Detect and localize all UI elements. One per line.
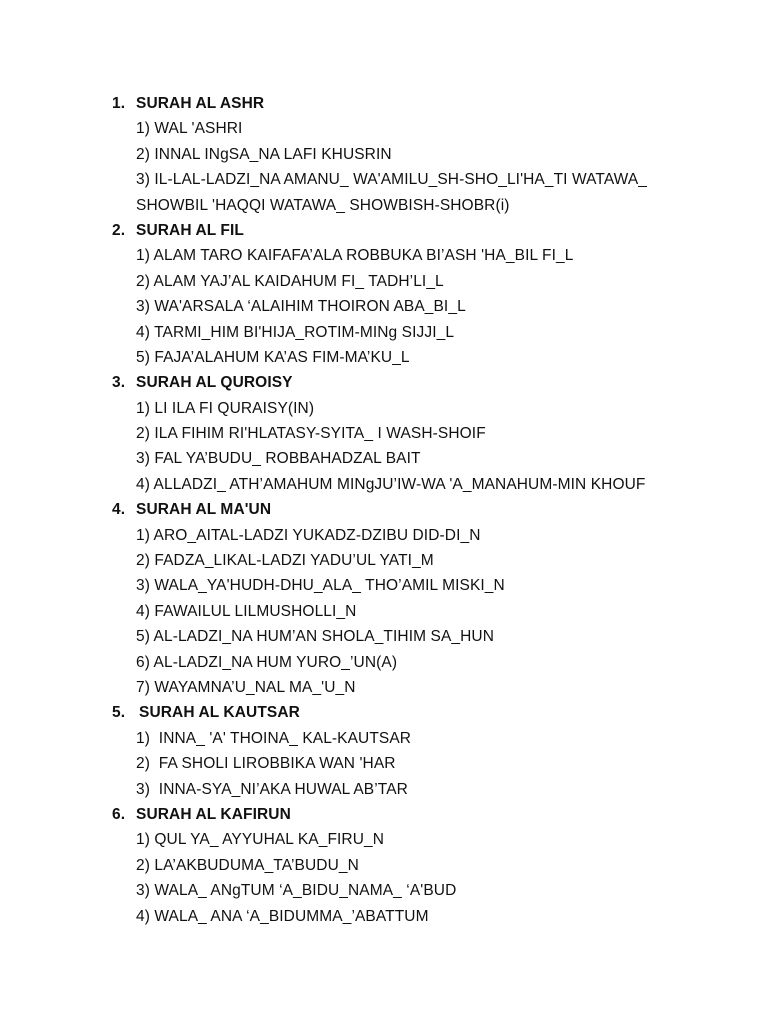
verse-line: 5) FAJA’ALAHUM KA’AS FIM-MA’KU_L	[136, 348, 410, 366]
surah-section	[0, 802, 768, 929]
verse-line: 2) LA’AKBUDUMA_TA’BUDU_N	[136, 856, 359, 874]
verse-line: 3) IL-LAL-LADZI_NA AMANU_ WA'AMILU_SH-SHO_LI'HA_TI WATAWA_	[136, 171, 647, 189]
section-number: 4.	[112, 501, 126, 519]
verse-line: 3) INNA-SYA_NI’AKA HUWAL AB’TAR	[136, 780, 408, 798]
verse-line: 3) WA'ARSALA ‘ALAIHIM THOIRON ABA_BI_L	[136, 298, 466, 316]
verse-line: 1) LI ILA FI QURAISY(IN)	[136, 399, 315, 417]
surah-section	[0, 91, 768, 218]
verse-line: 2) INNAL INgSA_NA LAFI KHUSRIN	[136, 145, 392, 163]
verse-line: 4) ALLADZI_ ATH’AMAHUM MINgJU’IW-WA 'A_MANAHUM-MIN KHOUF	[136, 475, 646, 493]
verse-line: 4) TARMI_HIM BI'HIJA_ROTIM-MINg SIJJI_L	[136, 323, 455, 341]
verse-line: 1) ARO_AITAL-LADZI YUKADZ-DZIBU DID-DI_N	[136, 526, 481, 544]
verse-line: 2) FADZA_LIKAL-LADZI YADU’UL YATI_M	[136, 552, 434, 570]
section-title: SURAH AL KAFIRUN	[136, 805, 291, 823]
section-title: SURAH AL QUROISY	[136, 374, 293, 392]
verse-line: 2) FA SHOLI LIROBBIKA WAN 'HAR	[136, 755, 396, 773]
verse-line: 5) AL-LADZI_NA HUM’AN SHOLA_TIHIM SA_HUN	[136, 628, 495, 646]
section-title: SURAH AL FIL	[136, 221, 244, 239]
surah-section	[0, 218, 768, 370]
section-heading	[0, 497, 768, 522]
verse-line: 3) FAL YA’BUDU_ ROBBAHADZAL BAIT	[136, 450, 421, 468]
section-number: 3.	[112, 374, 126, 392]
verse-line: 4) WALA_ ANA ‘A_BIDUMMA_’ABATTUM	[136, 907, 429, 925]
verse-line: 3) WALA_YA'HUDH-DHU_ALA_ THO’AMIL MISKI_N	[136, 577, 505, 595]
verse-line: 1) WAL 'ASHRI	[136, 120, 243, 138]
section-number: 6.	[112, 805, 126, 823]
verse-line: 1) INNA_ 'A' THOINA_ KAL-KAUTSAR	[136, 729, 412, 747]
verse-line: 1) ALAM TARO KAIFAFA’ALA ROBBUKA BI’ASH 'HA_BIL FI_L	[136, 247, 574, 265]
section-heading	[0, 802, 768, 827]
section-heading	[0, 91, 768, 116]
surah-section	[0, 497, 768, 700]
section-number: 1.	[112, 95, 126, 112]
verse-line: 2) ALAM YAJ’AL KAIDAHUM FI_ TADH’LI_L	[136, 272, 444, 290]
verse-line: 2) ILA FIHIM RI'HLATASY-SYITA_ I WASH-SHOIF	[136, 425, 486, 443]
verse-line: 1) QUL YA_ AYYUHAL KA_FIRU_N	[136, 831, 385, 849]
verse-line: 4) FAWAILUL LILMUSHOLLI_N	[136, 602, 357, 620]
verse-line: 6) AL-LADZI_NA HUM YURO_’UN(A)	[136, 653, 398, 671]
verse-line-continuation: SHOWBIL 'HAQQI WATAWA_ SHOWBISH-SHOBR(i)	[136, 196, 510, 214]
section-heading	[0, 218, 768, 243]
verse-line: 7) WAYAMNA’U_NAL MA_'U_N	[136, 678, 356, 696]
surah-list	[0, 91, 768, 929]
section-number: 2.	[112, 221, 126, 239]
section-title: SURAH AL MA'UN	[136, 501, 272, 519]
surah-section	[0, 700, 768, 802]
section-heading	[0, 370, 768, 395]
verse-line: 3) WALA_ ANgTUM ‘A_BIDU_NAMA_ ‘A'BUD	[136, 882, 457, 900]
section-title: SURAH AL ASHR	[136, 95, 265, 112]
section-title: SURAH AL KAUTSAR	[139, 704, 300, 722]
section-number: 5.	[112, 704, 126, 722]
section-heading	[0, 700, 768, 725]
surah-section	[0, 370, 768, 497]
